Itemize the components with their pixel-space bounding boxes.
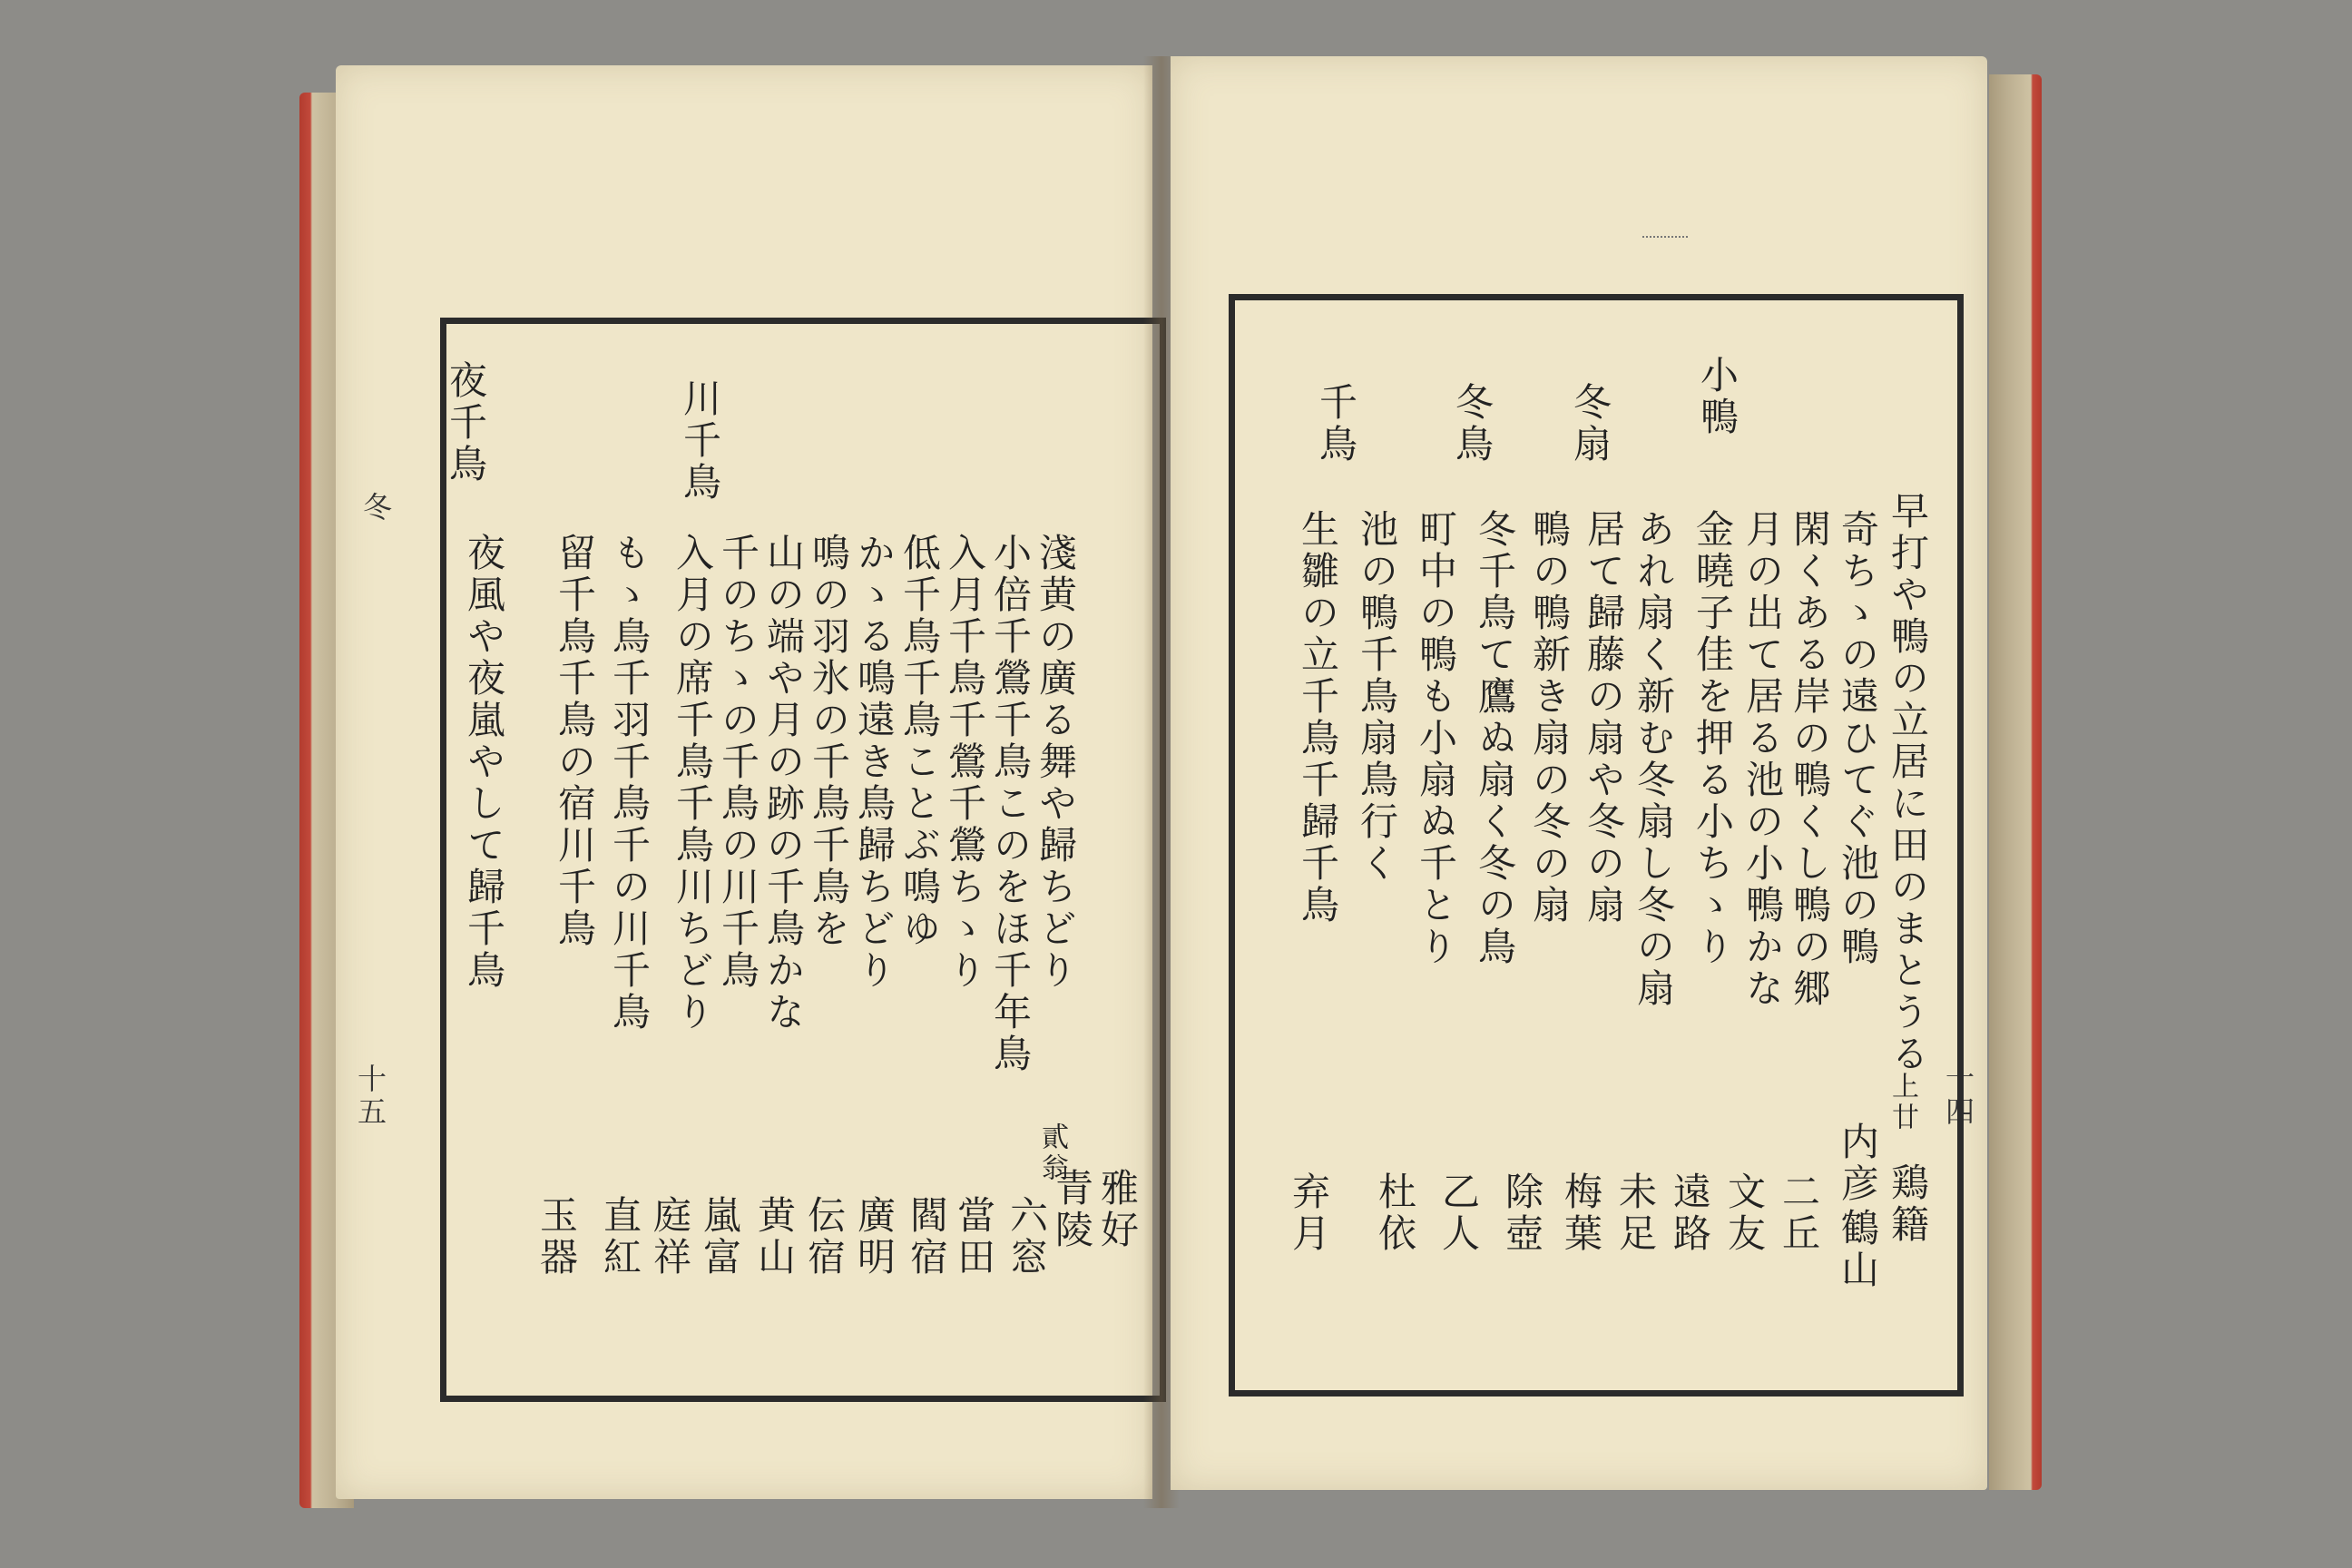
poem-7: 山の端や月の跡の千鳥かな xyxy=(761,533,806,1034)
left-page xyxy=(336,65,1152,1499)
author-r7: 未足 xyxy=(1613,1171,1658,1255)
heading-river: 川千鳥 xyxy=(678,378,722,504)
poem-2: 小倍千鶯千鳥このをほ千年鳥 xyxy=(988,533,1033,1075)
poem-r2: 奇ちゝの遠ひてぐ池の鴨 xyxy=(1836,509,1880,968)
author-9: 嵐富 xyxy=(698,1195,742,1279)
poem-r9: 冬千鳥て鷹ぬ扇く冬の鳥 xyxy=(1473,509,1517,968)
author-r8: 梅葉 xyxy=(1559,1171,1603,1255)
author-2: 青陵 xyxy=(1050,1168,1094,1251)
poem-r12: 生雛の立千鳥千歸千鳥 xyxy=(1296,509,1340,926)
poem-3: 入月千鳥千鶯千鶯ちゝり xyxy=(943,533,987,992)
author-r5: 文友 xyxy=(1722,1171,1767,1255)
poem-r5: 金曉子佳を押る小ちゝり xyxy=(1690,509,1735,968)
poem-r8: 鴨の鴨新き扇の冬の扇 xyxy=(1527,509,1572,926)
heading-fuyutori: 冬鳥 xyxy=(1450,382,1494,466)
author-r4: 二丘 xyxy=(1777,1171,1821,1255)
right-page xyxy=(1171,56,1987,1490)
author-r12: 弃月 xyxy=(1287,1171,1331,1255)
poem-r3: 閑くある岸の鴨くし鴨の郷 xyxy=(1788,509,1832,1010)
author-r11: 杜依 xyxy=(1373,1171,1417,1255)
heading-fuyuougi: 冬扇 xyxy=(1568,382,1612,466)
poem-10: もゝ鳥千羽千鳥千の川千鳥 xyxy=(607,533,652,1034)
author-10: 庭祥 xyxy=(648,1195,692,1279)
poem-12: 夜風や夜嵐やして歸千鳥 xyxy=(462,533,506,992)
poem-r1: 早打や鴨の立居に田のまとうる xyxy=(1886,491,1930,1075)
right-margin-folio: 十四 xyxy=(1941,1063,1975,1129)
poem-r11: 池の鴨千鳥扇鳥行く xyxy=(1355,509,1399,885)
left-margin-season: 冬 xyxy=(358,492,393,524)
poem-r7: 居て歸藤の扇や冬の扇 xyxy=(1582,509,1626,926)
poem-r10: 町中の鴨も小扇ぬ千とり xyxy=(1414,509,1458,968)
poem-8: 千のちゝの千鳥の川千鳥 xyxy=(716,533,760,992)
ink-mark xyxy=(1642,236,1688,241)
poem-1: 淺黄の廣る舞や歸ちどり xyxy=(1034,533,1078,992)
poem-4: 低千鳥千鳥ことぶ鳴ゆ xyxy=(897,533,942,950)
heading-kogamo: 小鴨 xyxy=(1695,355,1740,438)
author-3: 六窓 xyxy=(1004,1195,1049,1279)
open-book xyxy=(299,56,2042,1508)
author-r9: 除壺 xyxy=(1500,1171,1544,1255)
right-text-frame xyxy=(1229,294,1964,1396)
author-r3: 鶴山 xyxy=(1836,1208,1880,1291)
author-r6: 遠路 xyxy=(1668,1171,1712,1255)
author-11: 直紅 xyxy=(598,1195,642,1279)
author-5: 閻宿 xyxy=(905,1195,949,1279)
author-note: 上廿 xyxy=(1886,1072,1918,1133)
author-1: 雅好 xyxy=(1095,1168,1140,1251)
poem-11: 留千鳥千鳥の宿川千鳥 xyxy=(553,533,597,950)
left-text-frame xyxy=(440,318,1166,1402)
author-r2: 内彦 xyxy=(1836,1122,1880,1205)
author-7: 伝宿 xyxy=(802,1195,847,1279)
author-6: 廣明 xyxy=(852,1195,897,1279)
author-r10: 乙人 xyxy=(1436,1171,1481,1255)
author-8: 黄山 xyxy=(752,1195,797,1279)
poem-r6: あれ扇く新む冬扇し冬の扇 xyxy=(1632,509,1676,1010)
poem-5: かゝる鳴遠き鳥歸ちどり xyxy=(852,533,897,992)
author-mark: 貳翁 xyxy=(1036,1122,1068,1184)
left-margin-folio: 十五 xyxy=(353,1063,387,1129)
author-12: 玉器 xyxy=(534,1195,579,1279)
author-r1: 鶏籍 xyxy=(1886,1162,1930,1246)
heading-bottom: 夜千鳥 xyxy=(444,360,488,485)
poem-9: 入月の席千鳥千鳥川ちどり xyxy=(671,533,715,1034)
poem-6: 鳴の羽氷の千鳥千鳥を xyxy=(807,533,851,950)
poem-r4: 月の出て居る池の小鴨かな xyxy=(1740,509,1785,1010)
book-edge-right xyxy=(1989,74,2042,1490)
heading-chidori: 千鳥 xyxy=(1314,382,1358,466)
author-4: 當田 xyxy=(952,1195,996,1279)
